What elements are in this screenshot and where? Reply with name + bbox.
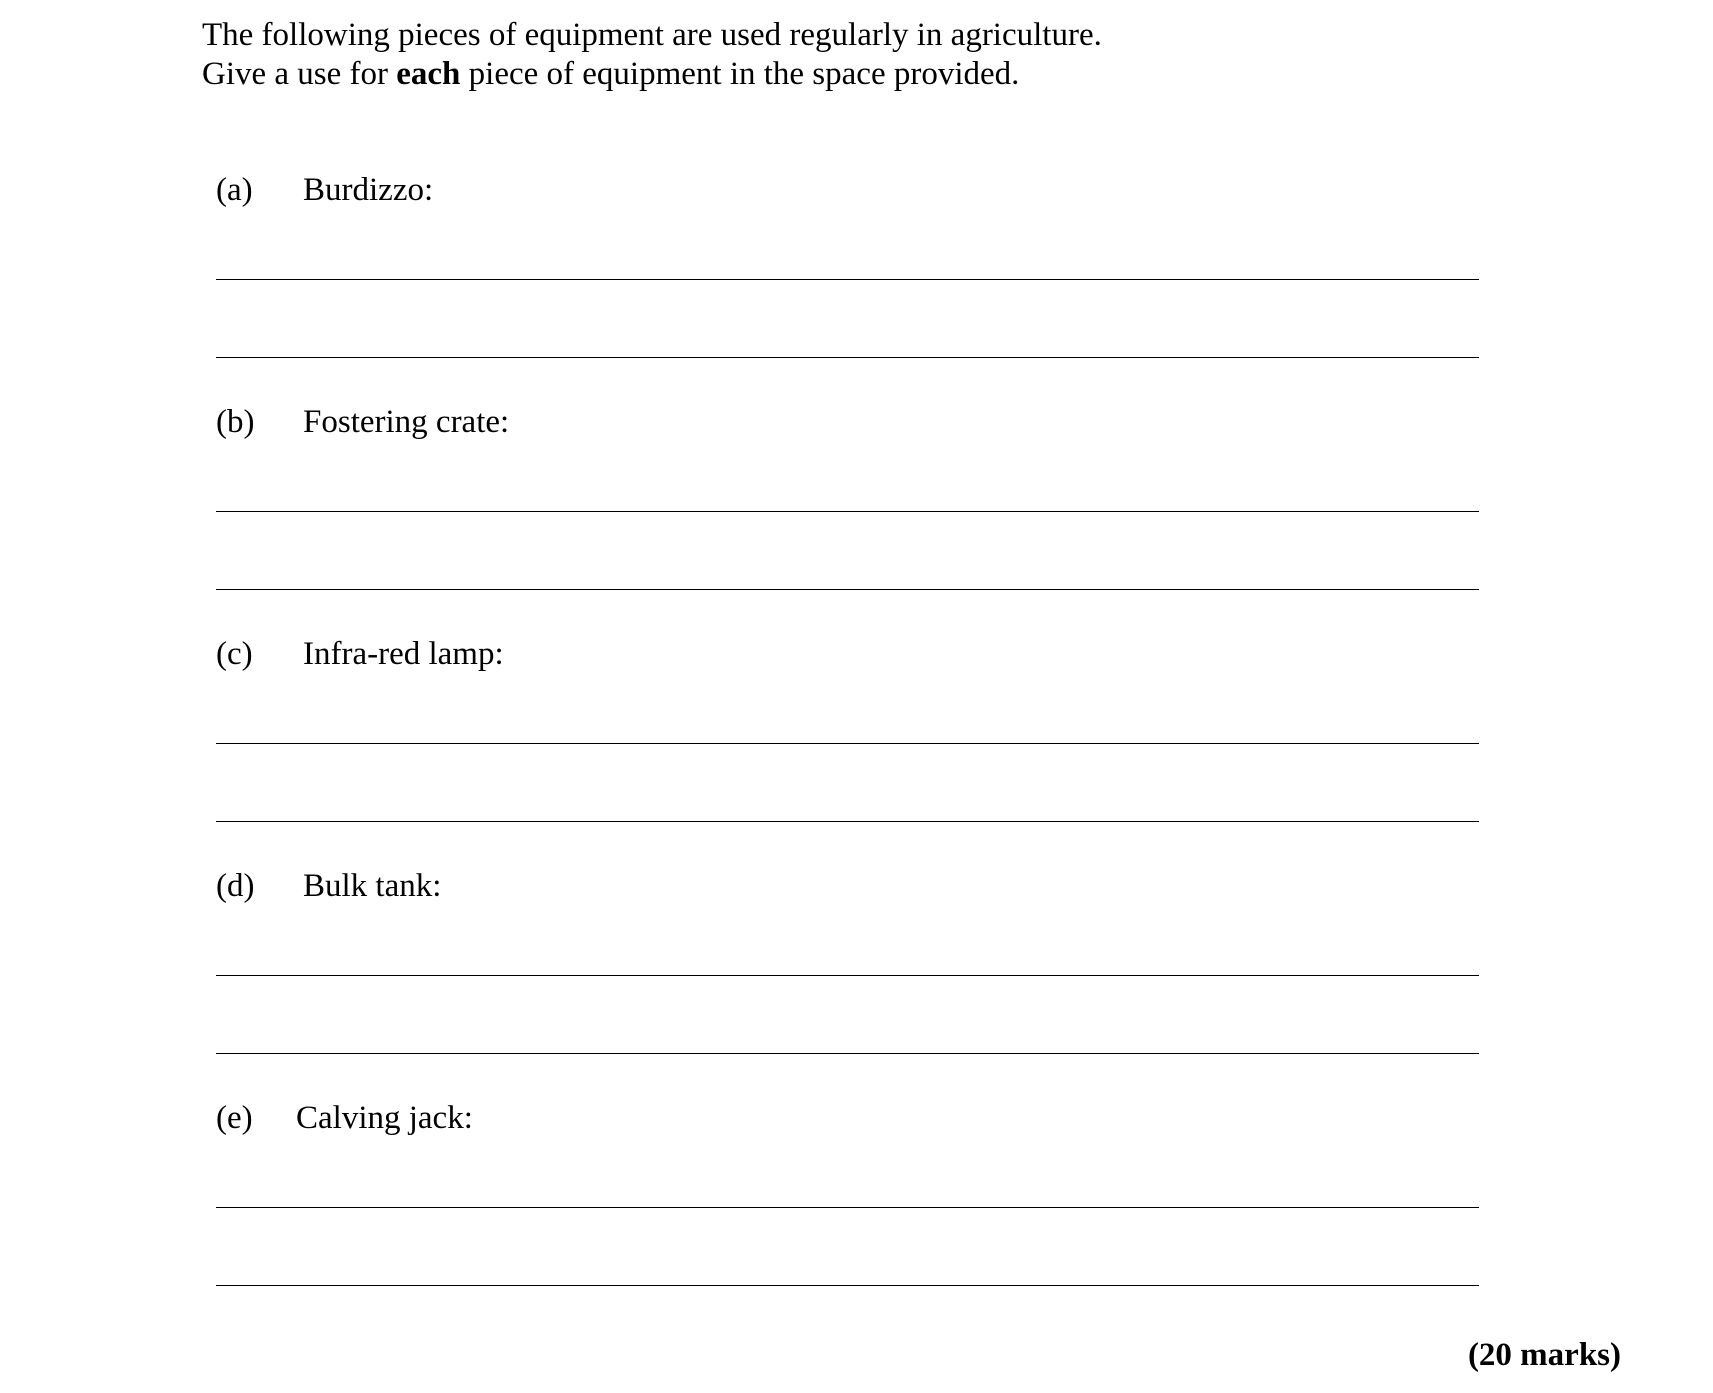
question-text: Infra-red lamp: — [303, 636, 504, 672]
answer-line-d2[interactable] — [216, 1053, 1479, 1054]
answer-line-b2[interactable] — [216, 589, 1479, 590]
instruction-emphasis: each — [396, 56, 461, 92]
question-text: Fostering crate: — [303, 404, 510, 440]
answer-line-a2[interactable] — [216, 357, 1479, 358]
answer-line-e1[interactable] — [216, 1207, 1479, 1208]
answer-line-a1[interactable] — [216, 279, 1479, 280]
question-label: (a) — [216, 172, 253, 208]
question-text: Bulk tank: — [303, 868, 442, 904]
answer-line-b1[interactable] — [216, 511, 1479, 512]
answer-line-c2[interactable] — [216, 821, 1479, 822]
question-label: (e) — [216, 1100, 253, 1136]
question-text: Calving jack: — [296, 1100, 473, 1136]
question-instructions — [202, 16, 1102, 94]
answer-line-c1[interactable] — [216, 743, 1479, 744]
question-label: (b) — [216, 404, 255, 440]
marks-total: (20 marks) — [1467, 1337, 1621, 1373]
answer-line-e2[interactable] — [216, 1285, 1479, 1286]
question-label: (d) — [216, 868, 255, 904]
question-label: (c) — [216, 636, 253, 672]
answer-line-d1[interactable] — [216, 975, 1479, 976]
question-text: Burdizzo: — [303, 172, 434, 208]
instruction-line-2-start: Give a use for — [202, 56, 397, 92]
instruction-line-2-end: piece of equipment in the space provided. — [460, 56, 1020, 92]
instruction-line-2 — [202, 55, 1102, 94]
instruction-line-1: The following pieces of equipment are used regularly in agriculture. — [202, 17, 1102, 53]
